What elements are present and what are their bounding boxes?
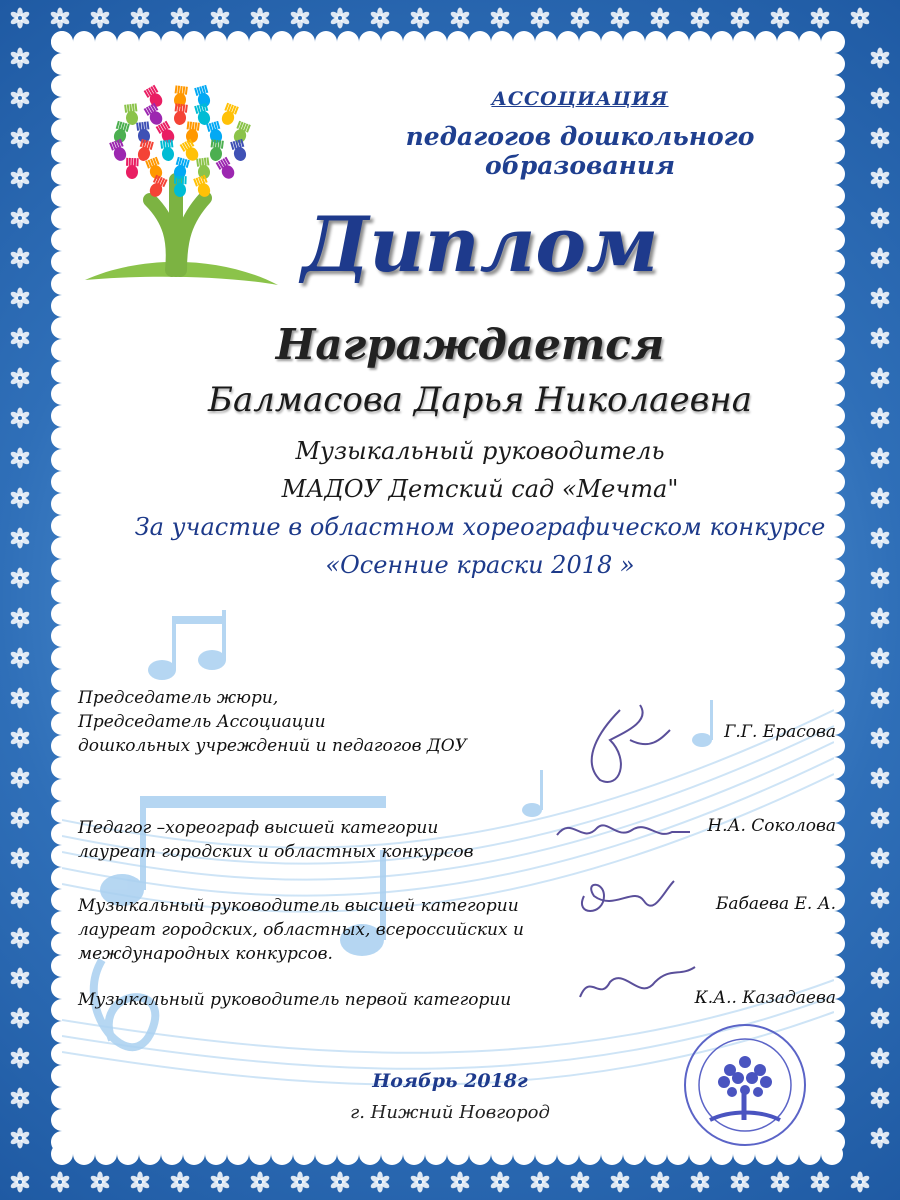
snowflake-flower-icon — [10, 248, 31, 269]
snowflake-flower-icon — [10, 408, 31, 429]
snowflake-flower-icon — [870, 848, 891, 869]
snowflake-flower-icon — [10, 128, 31, 149]
signatory-1-line: дошкольных учреждений и педагогов ДОУ — [78, 736, 467, 756]
snowflake-flower-icon — [870, 968, 891, 989]
signatory-2-line: лауреат городских и областных конкурсов — [78, 842, 474, 862]
snowflake-flower-icon — [870, 448, 891, 469]
snowflake-flower-icon — [10, 688, 31, 709]
snowflake-flower-icon — [870, 648, 891, 669]
association-seal-icon — [680, 1020, 810, 1150]
snowflake-flower-icon — [870, 128, 891, 149]
snowflake-flower-icon — [10, 1048, 31, 1069]
snowflake-flower-icon — [10, 968, 31, 989]
snowflake-flower-icon — [870, 608, 891, 629]
snowflake-flower-icon — [10, 808, 31, 829]
participation-text: За участие в областном хореографическом конкурсе — [134, 513, 826, 541]
snowflake-flower-icon — [870, 168, 891, 189]
recipient-role: Музыкальный руководитель — [295, 437, 665, 465]
snowflake-flower-icon — [870, 888, 891, 909]
snowflake-flower-icon — [10, 328, 31, 349]
snowflake-flower-icon — [10, 1172, 31, 1193]
snowflake-flower-icon — [870, 408, 891, 429]
snowflake-flower-icon — [870, 368, 891, 389]
snowflake-flower-icon — [870, 768, 891, 789]
association-title: АССОЦИАЦИЯ — [491, 88, 669, 110]
diploma-title: Диплом — [301, 200, 659, 289]
snowflake-flower-icon — [10, 88, 31, 109]
snowflake-flower-icon — [10, 488, 31, 509]
snowflake-flower-icon — [870, 528, 891, 549]
snowflake-flower-icon — [10, 8, 31, 29]
signatory-3-line: Музыкальный руководитель высшей категории — [78, 896, 519, 916]
snowflake-flower-icon — [870, 208, 891, 229]
diploma-date: Ноябрь 2018г — [372, 1070, 528, 1092]
snowflake-flower-icon — [10, 848, 31, 869]
snowflake-flower-icon — [10, 48, 31, 69]
signatory-3-line: международных конкурсов. — [78, 944, 333, 964]
snowflake-flower-icon — [10, 728, 31, 749]
contest-name: «Осенние краски 2018 » — [325, 551, 635, 579]
snowflake-flower-icon — [10, 528, 31, 549]
recipient-organization: МАДОУ Детский сад «Мечта" — [281, 475, 679, 503]
snowflake-flower-icon — [10, 648, 31, 669]
signatory-3-line: лауреат городских, областных, всероссийских и — [78, 920, 524, 940]
signatory-1-line: Председатель Ассоциации — [78, 712, 326, 732]
signatory-1-line: Председатель жюри, — [78, 688, 279, 708]
snowflake-flower-icon — [870, 288, 891, 309]
snowflake-flower-icon — [10, 168, 31, 189]
signatory-2-title — [78, 816, 473, 864]
signatory-2-line: Педагог –хореограф высшей категории — [78, 818, 439, 838]
association-subtitle: педагогов дошкольного образования — [405, 122, 755, 180]
snowflake-flower-icon — [10, 1008, 31, 1029]
snowflake-flower-icon — [870, 1048, 891, 1069]
snowflake-flower-icon — [870, 688, 891, 709]
awarded-heading: Награждается — [275, 320, 665, 369]
snowflake-flower-icon — [10, 368, 31, 389]
snowflake-flower-icon — [10, 1128, 31, 1149]
snowflake-flower-icon — [870, 48, 891, 69]
tree-of-hands-icon — [80, 70, 280, 300]
signatory-1-title — [78, 686, 467, 758]
recipient-name: Балмасова Дарья Николаевна — [207, 380, 753, 420]
snowflake-flower-icon — [870, 1088, 891, 1109]
snowflake-flower-icon — [10, 768, 31, 789]
signatory-4-line: Музыкальный руководитель первой категории — [78, 990, 512, 1010]
signature-2-icon — [552, 810, 692, 850]
diploma-city: г. Нижний Новгород — [350, 1102, 550, 1123]
snowflake-flower-icon — [10, 608, 31, 629]
snowflake-flower-icon — [870, 1128, 891, 1149]
snowflake-flower-icon — [870, 568, 891, 589]
snowflake-flower-icon — [870, 328, 891, 349]
signature-3-icon — [574, 876, 694, 926]
snowflake-flower-icon — [870, 728, 891, 749]
snowflake-flower-icon — [870, 88, 891, 109]
snowflake-flower-icon — [870, 928, 891, 949]
snowflake-flower-icon — [10, 288, 31, 309]
snowflake-flower-icon — [10, 448, 31, 469]
snowflake-flower-icon — [870, 808, 891, 829]
snowflake-flower-icon — [870, 488, 891, 509]
snowflake-flower-icon — [870, 248, 891, 269]
snowflake-flower-icon — [870, 1008, 891, 1029]
snowflake-flower-icon — [10, 928, 31, 949]
snowflake-flower-icon — [10, 888, 31, 909]
snowflake-flower-icon — [10, 208, 31, 229]
signatory-1-name: Г.Г. Ерасова — [724, 722, 836, 742]
signatory-4-title — [78, 988, 511, 1012]
snowflake-flower-icon — [10, 1088, 31, 1109]
signatory-3-name: Бабаева Е. А. — [715, 894, 836, 914]
signatory-4-name: К.А.. Казадаева — [694, 988, 836, 1008]
signature-1-icon — [560, 700, 680, 790]
signature-4-icon — [570, 962, 700, 1012]
signatory-2-name: Н.А. Соколова — [707, 816, 836, 836]
signatory-3-title — [78, 894, 524, 966]
snowflake-flower-icon — [10, 568, 31, 589]
